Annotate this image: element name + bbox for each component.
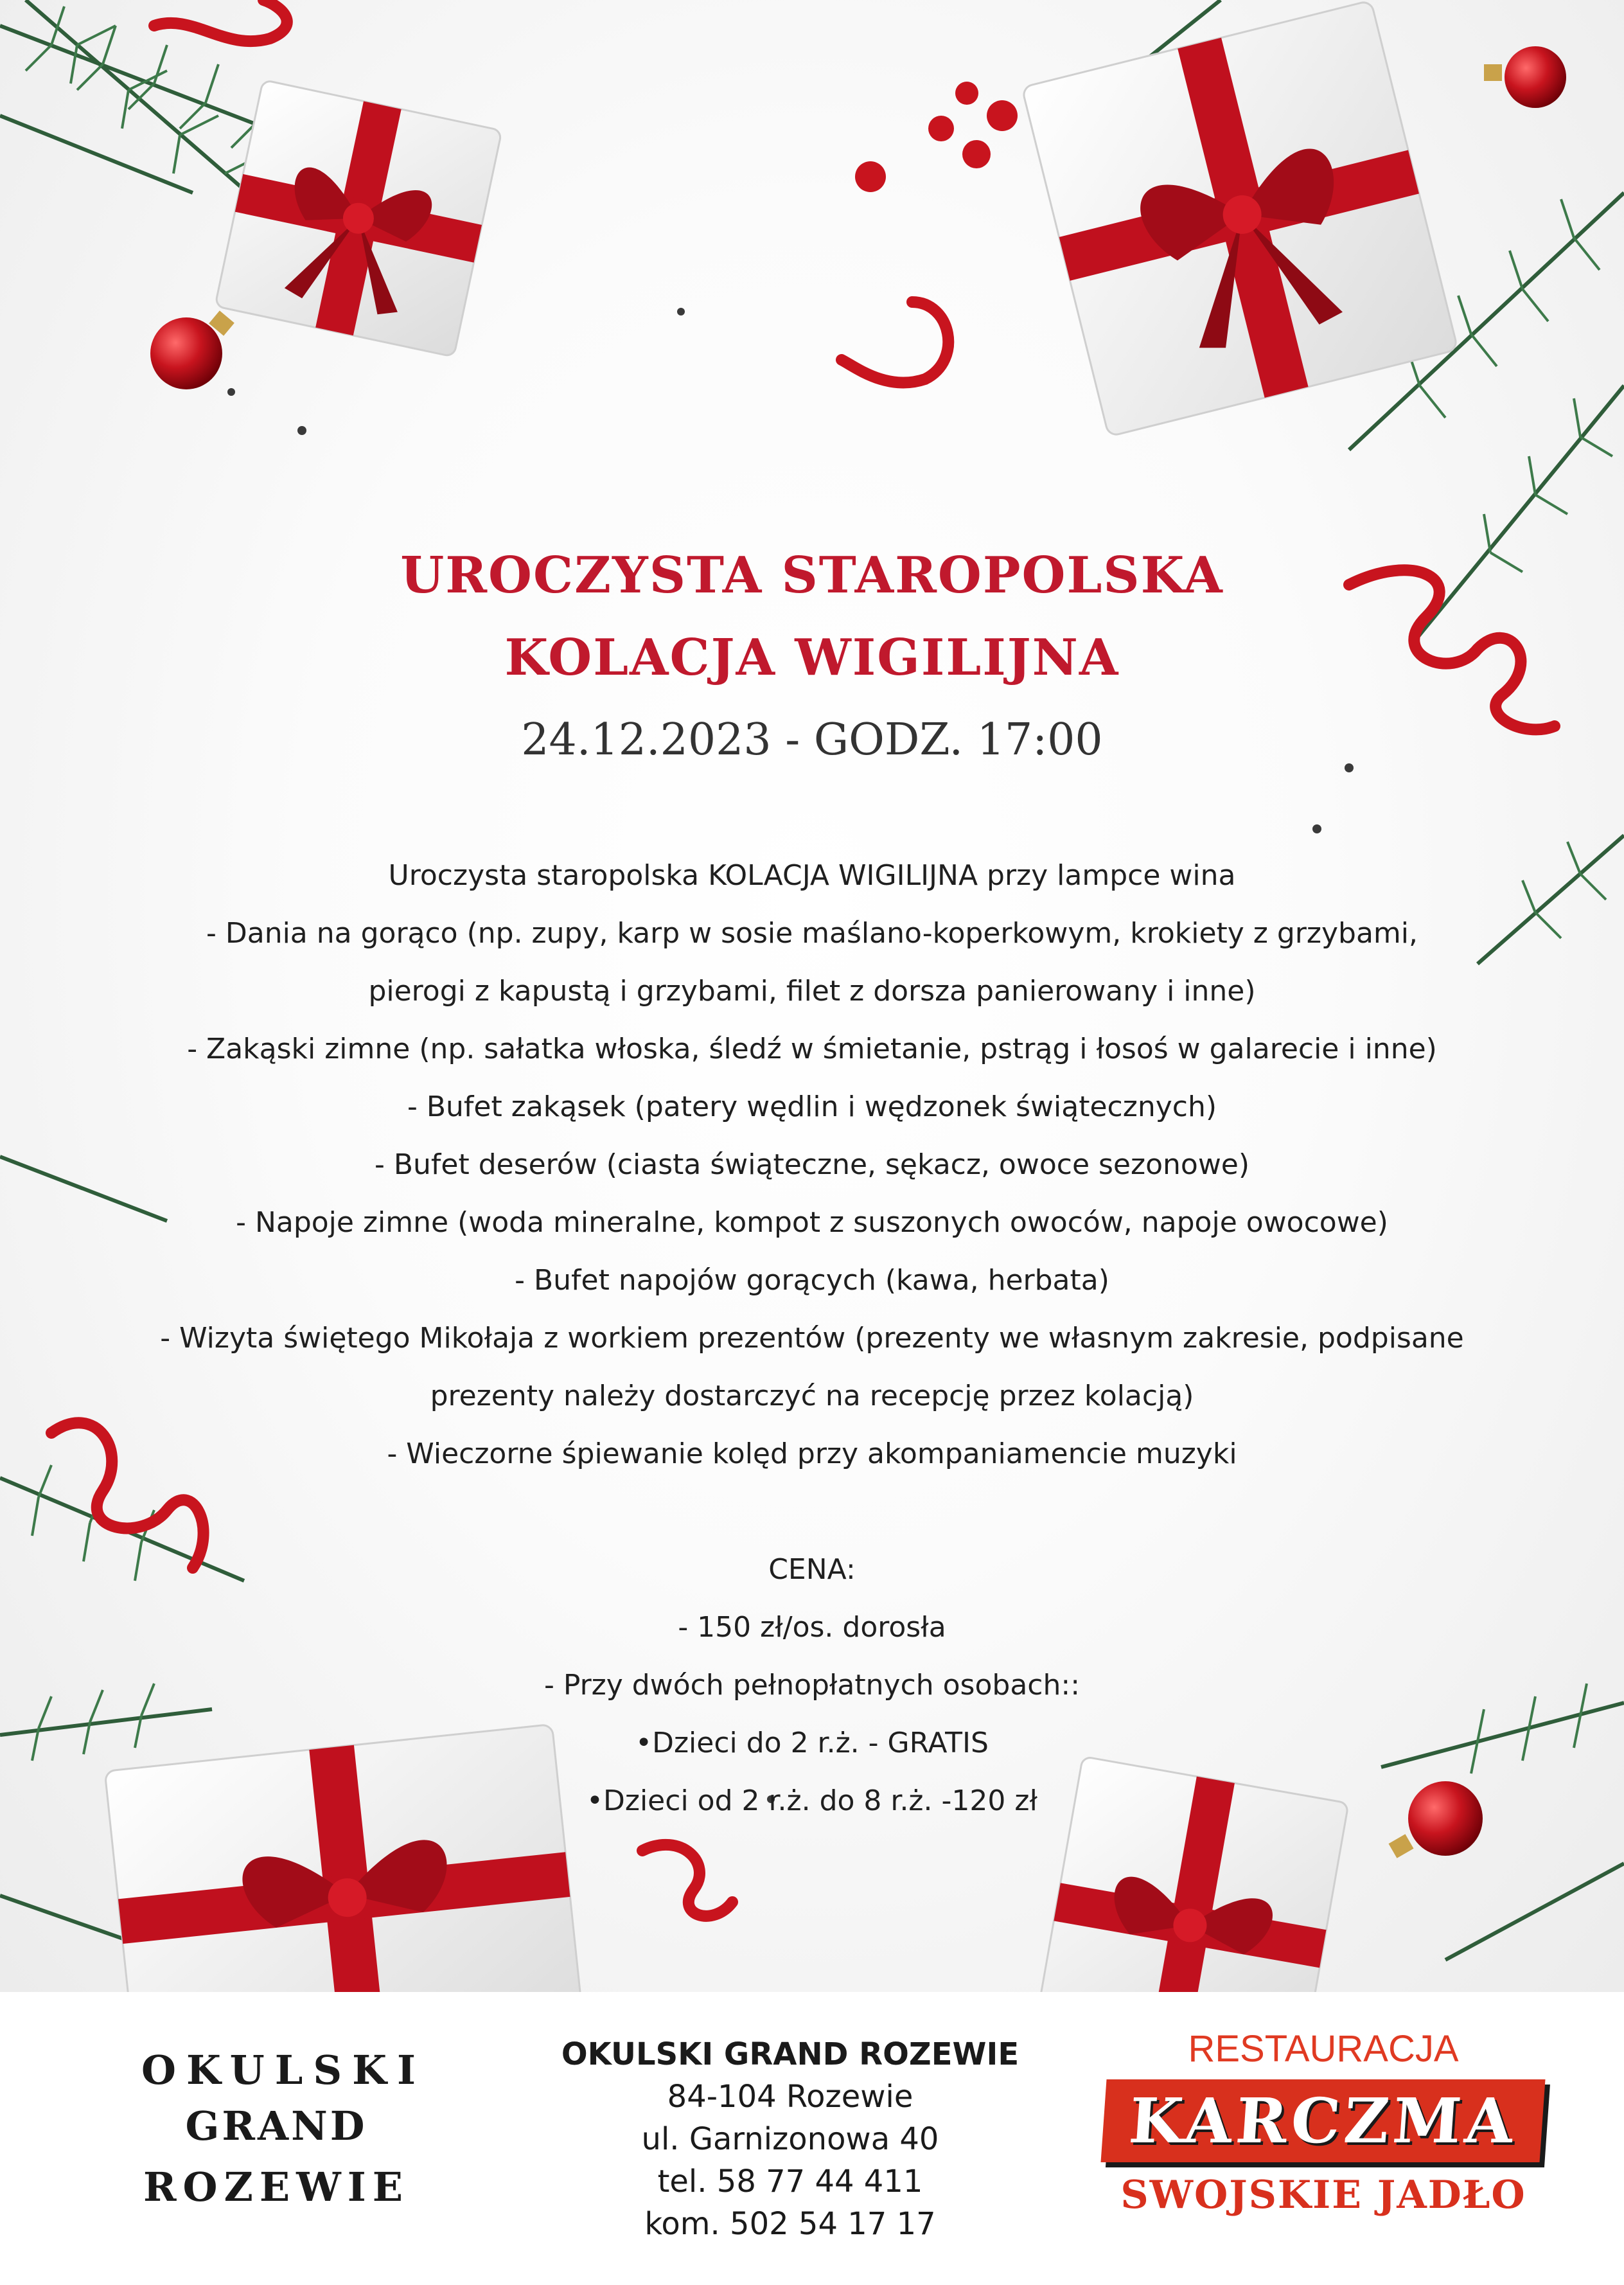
footer xyxy=(0,1992,1624,2285)
gift-box-icon xyxy=(215,80,502,357)
menu-line: - Wieczorne śpiewanie kolęd przy akompaniamencie muzyki xyxy=(387,1437,1237,1470)
berries-icon xyxy=(855,82,1018,192)
menu-line: pierogi z kapustą i grzybami, filet z dorsza panierowany i inne) xyxy=(368,975,1256,1008)
menu-line: Uroczysta staropolska KOLACJA WIGILIJNA przy lampce wina xyxy=(388,859,1236,892)
contact-info xyxy=(514,2033,1066,2245)
karczma-logo-name: KARCZMA xyxy=(1127,2085,1520,2157)
price-line: •Dzieci do 2 r.ż. - GRATIS xyxy=(635,1727,989,1759)
logo-line: ROZEWIE xyxy=(143,2164,409,2210)
event-title-line1: UROCZYSTA STAROPOLSKA xyxy=(400,546,1224,605)
contact-name: OKULSKI GRAND ROZEWIE xyxy=(561,2036,1019,2072)
menu-line: - Dania na gorąco (np. zupy, karp w sosie maślano-koperkowym, krokiety z grzybami, xyxy=(206,917,1418,950)
price-line: - 150 zł/os. dorosła xyxy=(678,1611,946,1644)
logo-line: OKULSKI xyxy=(141,2047,427,2094)
menu-line: - Bufet zakąsek (patery wędlin i wędzonek świątecznych) xyxy=(407,1090,1217,1123)
contact-phone: tel. 58 77 44 411 xyxy=(657,2164,923,2200)
karczma-logo-tagline: SWOJSKIE JADŁO xyxy=(1120,2173,1526,2218)
price-line: •Dzieci od 2 r.ż. do 8 r.ż. -120 zł xyxy=(587,1784,1037,1817)
event-date: 24.12.2023 - GODZ. 17:00 xyxy=(521,715,1103,765)
menu-line: - Napoje zimne (woda mineralne, kompot z suszonych owoców, napoje owocowe) xyxy=(236,1206,1388,1239)
okulski-grand-logo xyxy=(141,2047,427,2210)
gift-box-icon xyxy=(1022,1,1458,437)
logo-line: GRAND xyxy=(185,2103,367,2149)
contact-postal: 84-104 Rozewie xyxy=(667,2079,914,2115)
menu-line: prezenty należy dostarczyć na recepcję przez kolacją) xyxy=(430,1380,1194,1412)
karczma-logo xyxy=(1092,2027,1555,2218)
contact-mobile: kom. 502 54 17 17 xyxy=(644,2206,936,2242)
menu-line: - Bufet deserów (ciasta świąteczne, sękacz, owoce sezonowe) xyxy=(374,1148,1250,1181)
contact-street: ul. Garnizonowa 40 xyxy=(641,2121,939,2157)
karczma-logo-band xyxy=(1101,2079,1546,2162)
menu-line: - Wizyta świętego Mikołaja z workiem prezentów (prezenty we własnym zakresie, podpisane xyxy=(160,1322,1464,1355)
karczma-logo-top: RESTAURACJA xyxy=(1188,2028,1459,2070)
event-description xyxy=(64,847,1560,1830)
price-heading: CENA: xyxy=(768,1553,856,1586)
event-title-line2: KOLACJA WIGILIJNA xyxy=(504,628,1120,687)
price-line: - Przy dwóch pełnopłatnych osobach:: xyxy=(543,1669,1081,1702)
menu-line: - Zakąski zimne (np. sałatka włoska, śledź w śmietanie, pstrąg i łosoś w galarecie i inne) xyxy=(187,1033,1437,1065)
menu-line: - Bufet napojów gorących (kawa, herbata) xyxy=(515,1264,1109,1297)
